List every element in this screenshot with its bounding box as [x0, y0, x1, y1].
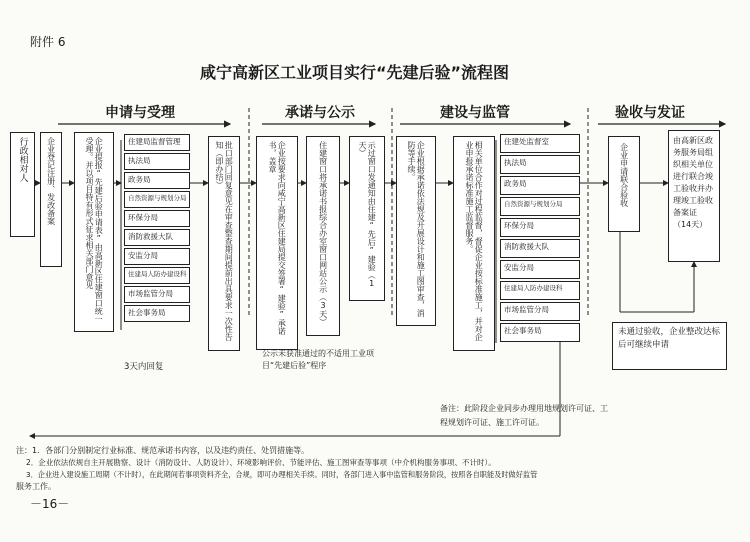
dept-item: 市场监管分局	[500, 302, 580, 321]
dept-item: 安监分局	[500, 260, 580, 279]
dept-item: 住建局监督管理	[124, 134, 190, 151]
stage-header-commit: 承诺与公示	[285, 105, 355, 121]
dept-list-build	[500, 134, 580, 344]
box-application: 企业提报“先建后验申请表”由高新区住建窗口统一受理。并以项目特有形式征求相关部门意见	[74, 132, 114, 332]
footnote-1: 注：1．各部门分别制定行业标准、规范承诺书内容，以及违约责任、处罚措施等。	[16, 446, 310, 455]
dept-item: 消防救援大队	[124, 229, 190, 246]
dept-item: 市场监管分局	[124, 286, 190, 303]
dept-item: 自然资源与规划分局	[500, 197, 580, 216]
dept-item: 住建处监督室	[500, 134, 580, 153]
box-construction: 企业根据承诺依法规及开展设计和施工图审查，消防等手续。	[396, 136, 436, 326]
box-joint-acceptance: 企业申请联合验收	[608, 136, 640, 232]
box-rectify: 未通过验收，企业整改达标后可继续申请	[612, 322, 727, 370]
stage-header-build: 建设与监管	[440, 105, 510, 121]
dept-item: 社会事务局	[124, 305, 190, 322]
dept-item: 环保分局	[124, 210, 190, 227]
footnote-2: 2．企业依法依规自主开展勘察、设计（消防设计、人防设计）、环境影响评价、节能评估、施工图审查等事项（中介机构服务事项、不计时）。	[26, 458, 496, 467]
dept-item: 执法局	[124, 153, 190, 170]
box-notice: 示过窗口发通知由住建“先后”建验（1天）	[349, 136, 385, 301]
dept-item: 消防救援大队	[500, 239, 580, 258]
dept-item: 安监分局	[124, 248, 190, 265]
stage-header-apply: 申请与受理	[105, 105, 175, 121]
page-title: 咸宁高新区工业项目实行“先建后验”流程图	[200, 63, 510, 82]
dept-item: 住建局人防办建设科	[500, 281, 580, 300]
reply-3-days: 3天内回复	[124, 362, 164, 372]
box-applicant: 行政相对人	[10, 132, 35, 237]
box-dept-reply: 批口部门回复意见在审查整查期间提前出具要求一次性告知（即办结）	[208, 136, 240, 351]
box-acceptance-filing: 由高新区政务服务局组织相关单位进行联合竣工验收并办理竣工验收备案证（14天）	[668, 130, 720, 262]
box-registration: 企业登记注册、发改备案	[40, 132, 62, 267]
publicity-fail-note: 公示未获准通过的不适用工业项目“先建后验”程序	[262, 349, 374, 370]
dept-item: 社会事务局	[500, 323, 580, 342]
box-publicity: 住建窗口将承诺书报综合办室窗口网站公示（3天）	[306, 136, 340, 336]
dept-item: 自然资源与规划分局	[124, 191, 190, 208]
attachment-label: 附件 6	[30, 35, 66, 49]
box-supervision: 相关单位合作对过程监督，督促企业按标准施工，并对企业申报承诺标准施工监督服务。	[453, 136, 495, 351]
remark: 备注：此阶段企业同步办理用地规划许可证、工程规划许可证、施工许可证。	[440, 404, 608, 427]
dept-item: 住建局人防办建设科	[124, 267, 190, 284]
dept-item: 政务局	[500, 176, 580, 195]
dept-item: 执法局	[500, 155, 580, 174]
dept-item: 政务局	[124, 172, 190, 189]
footnote-3-cont: 服务工作。	[16, 482, 56, 491]
page-number: －16－	[30, 497, 70, 511]
dept-item: 环保分局	[500, 218, 580, 237]
box-commitment: 企业按要求向咸宁高新区住建局提交签署“建验”承诺书，盖章	[256, 136, 298, 350]
dept-list-apply	[124, 134, 190, 324]
footnote-3: 3．企业进入建设施工周期（不计时），在此期间若事项资料齐全，合规，即可办理相关手续。同时，各部门进入事中监管和服务阶段，按照各自职能及时做好监管	[26, 470, 538, 479]
stage-header-accept: 验收与发证	[615, 105, 685, 121]
